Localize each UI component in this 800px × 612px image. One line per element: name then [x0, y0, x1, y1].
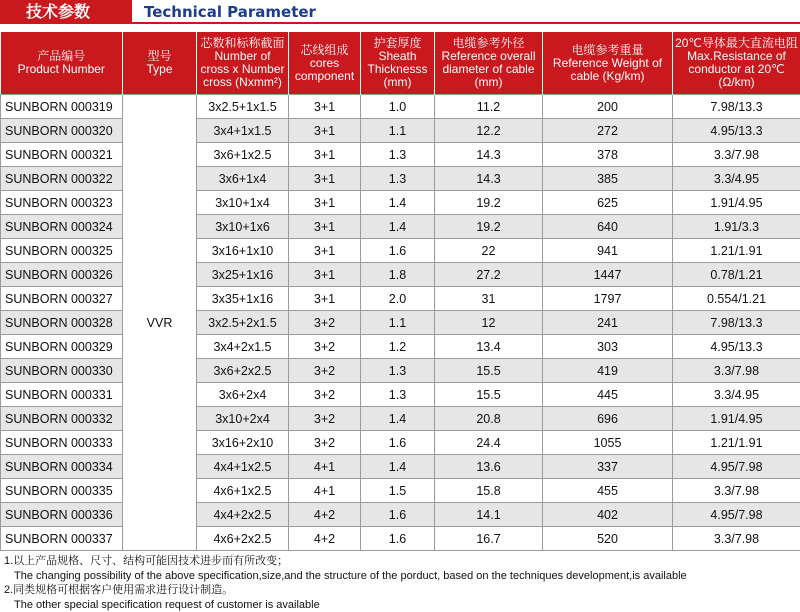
table-row [1, 287, 800, 311]
footnotes [0, 551, 800, 612]
cell-product: SUNBORN 000333 [1, 431, 123, 455]
col-header-cross: 芯数和标称截面 Number of cross x Number cross (Nxmm²) [197, 32, 289, 95]
cell-diameter: 19.2 [435, 215, 543, 239]
cell-sheath: 1.6 [361, 503, 435, 527]
cell-diameter: 15.8 [435, 479, 543, 503]
cell-cores: 3+1 [289, 143, 361, 167]
cell-sheath: 1.3 [361, 383, 435, 407]
cell-resistance: 4.95/13.3 [673, 335, 800, 359]
cell-cross: 4x6+1x2.5 [197, 479, 289, 503]
cell-resistance: 7.98/13.3 [673, 95, 800, 119]
col-header-resistance: 20℃导体最大直流电阻 Max.Resistance of conductor at 20℃ (Ω/km) [673, 32, 800, 95]
cell-weight: 445 [543, 383, 673, 407]
cell-sheath: 1.4 [361, 215, 435, 239]
cell-cores: 3+1 [289, 119, 361, 143]
cell-cores: 3+1 [289, 167, 361, 191]
table-row [1, 95, 800, 119]
cell-product: SUNBORN 000326 [1, 263, 123, 287]
cell-diameter: 13.6 [435, 455, 543, 479]
cell-weight: 419 [543, 359, 673, 383]
cell-diameter: 20.8 [435, 407, 543, 431]
cell-cores: 3+2 [289, 335, 361, 359]
cell-resistance: 4.95/13.3 [673, 119, 800, 143]
cell-sheath: 1.3 [361, 359, 435, 383]
cell-cores: 3+1 [289, 215, 361, 239]
cell-cross: 3x2.5+2x1.5 [197, 311, 289, 335]
cell-sheath: 1.3 [361, 143, 435, 167]
table-row [1, 311, 800, 335]
cell-cores: 4+2 [289, 527, 361, 551]
spec-table [0, 32, 800, 551]
cell-cross: 3x25+1x16 [197, 263, 289, 287]
cell-sheath: 1.5 [361, 479, 435, 503]
note-2-cn: 2.同类规格可根据客户使用需求进行设计制造。 [4, 583, 800, 598]
cell-weight: 1055 [543, 431, 673, 455]
table-row [1, 167, 800, 191]
cell-sheath: 1.4 [361, 407, 435, 431]
cell-cross: 3x6+1x2.5 [197, 143, 289, 167]
table-row [1, 335, 800, 359]
cell-weight: 272 [543, 119, 673, 143]
cell-cores: 3+2 [289, 431, 361, 455]
cell-cross: 3x4+1x1.5 [197, 119, 289, 143]
table-row [1, 263, 800, 287]
cell-weight: 696 [543, 407, 673, 431]
cell-cross: 4x6+2x2.5 [197, 527, 289, 551]
table-row [1, 143, 800, 167]
cell-sheath: 1.4 [361, 191, 435, 215]
cell-resistance: 1.21/1.91 [673, 431, 800, 455]
table-body [1, 95, 800, 551]
cell-resistance: 3.3/7.98 [673, 479, 800, 503]
cell-sheath: 1.1 [361, 119, 435, 143]
cell-weight: 640 [543, 215, 673, 239]
cell-diameter: 12 [435, 311, 543, 335]
cell-resistance: 0.78/1.21 [673, 263, 800, 287]
cell-sheath: 1.4 [361, 455, 435, 479]
table-row [1, 359, 800, 383]
cell-weight: 625 [543, 191, 673, 215]
cell-diameter: 12.2 [435, 119, 543, 143]
table-row [1, 383, 800, 407]
cell-diameter: 15.5 [435, 359, 543, 383]
cell-weight: 1797 [543, 287, 673, 311]
table-header-row [1, 32, 800, 95]
cell-diameter: 22 [435, 239, 543, 263]
cell-diameter: 24.4 [435, 431, 543, 455]
cell-resistance: 3.3/4.95 [673, 383, 800, 407]
section-title-en: Technical Parameter [144, 3, 316, 21]
cell-product: SUNBORN 000328 [1, 311, 123, 335]
cell-cross: 4x4+2x2.5 [197, 503, 289, 527]
cell-cores: 3+1 [289, 191, 361, 215]
table-row [1, 431, 800, 455]
cell-cores: 3+1 [289, 95, 361, 119]
section-header [0, 0, 800, 32]
cell-product: SUNBORN 000324 [1, 215, 123, 239]
cell-weight: 303 [543, 335, 673, 359]
cell-resistance: 4.95/7.98 [673, 455, 800, 479]
cell-cores: 3+1 [289, 287, 361, 311]
cell-weight: 385 [543, 167, 673, 191]
cell-cores: 4+1 [289, 455, 361, 479]
cell-sheath: 1.2 [361, 335, 435, 359]
cell-weight: 337 [543, 455, 673, 479]
cell-resistance: 3.3/7.98 [673, 143, 800, 167]
cell-resistance: 4.95/7.98 [673, 503, 800, 527]
cell-product: SUNBORN 000331 [1, 383, 123, 407]
cell-product: SUNBORN 000332 [1, 407, 123, 431]
cell-product: SUNBORN 000334 [1, 455, 123, 479]
cell-weight: 200 [543, 95, 673, 119]
cell-sheath: 1.1 [361, 311, 435, 335]
table-row [1, 215, 800, 239]
table-row [1, 479, 800, 503]
cell-cores: 3+2 [289, 359, 361, 383]
cell-sheath: 2.0 [361, 287, 435, 311]
table-row [1, 239, 800, 263]
cell-cross: 3x6+2x4 [197, 383, 289, 407]
cell-cross: 3x6+2x2.5 [197, 359, 289, 383]
cell-cross: 3x16+1x10 [197, 239, 289, 263]
cell-sheath: 1.6 [361, 239, 435, 263]
cell-diameter: 15.5 [435, 383, 543, 407]
cell-weight: 241 [543, 311, 673, 335]
cell-sheath: 1.6 [361, 431, 435, 455]
col-header-type: 型号 Type [123, 32, 197, 95]
cell-product: SUNBORN 000321 [1, 143, 123, 167]
note-1-en: The changing possibility of the above specification,size,and the structure of the porduct, based on the techniques development,is available [4, 569, 800, 584]
cell-sheath: 1.0 [361, 95, 435, 119]
section-title-cn: 技术参数 [0, 0, 132, 24]
cell-product: SUNBORN 000327 [1, 287, 123, 311]
col-header-weight: 电缆参考重量 Reference Weight of cable (Kg/km) [543, 32, 673, 95]
cell-resistance: 1.21/1.91 [673, 239, 800, 263]
cell-product: SUNBORN 000337 [1, 527, 123, 551]
note-1-cn: 1.以上产品规格、尺寸、结构可能因技术进步而有所改变； [4, 554, 800, 569]
cell-weight: 402 [543, 503, 673, 527]
col-header-cores: 芯线组成 cores component [289, 32, 361, 95]
cell-sheath: 1.3 [361, 167, 435, 191]
cell-cores: 3+1 [289, 263, 361, 287]
cell-weight: 941 [543, 239, 673, 263]
cell-resistance: 1.91/4.95 [673, 407, 800, 431]
cell-cores: 4+1 [289, 479, 361, 503]
cell-sheath: 1.6 [361, 527, 435, 551]
cell-resistance: 3.3/7.98 [673, 527, 800, 551]
cell-weight: 455 [543, 479, 673, 503]
cell-resistance: 1.91/4.95 [673, 191, 800, 215]
cell-sheath: 1.8 [361, 263, 435, 287]
cell-diameter: 14.3 [435, 167, 543, 191]
cell-diameter: 16.7 [435, 527, 543, 551]
cell-product: SUNBORN 000323 [1, 191, 123, 215]
cell-cross: 3x10+1x6 [197, 215, 289, 239]
cell-product: SUNBORN 000330 [1, 359, 123, 383]
col-header-diameter: 电缆参考外径 Reference overall diameter of cable (mm) [435, 32, 543, 95]
table-row [1, 119, 800, 143]
cell-cross: 3x10+2x4 [197, 407, 289, 431]
table-row [1, 407, 800, 431]
cell-diameter: 14.3 [435, 143, 543, 167]
col-header-sheath: 护套厚度 Sheath Thicknesss (mm) [361, 32, 435, 95]
cell-cross: 4x4+1x2.5 [197, 455, 289, 479]
cell-product: SUNBORN 000336 [1, 503, 123, 527]
header-divider [0, 22, 800, 24]
cell-diameter: 14.1 [435, 503, 543, 527]
cell-diameter: 13.4 [435, 335, 543, 359]
cell-resistance: 3.3/4.95 [673, 167, 800, 191]
cell-diameter: 19.2 [435, 191, 543, 215]
cell-type: VVR [123, 95, 197, 551]
cell-resistance: 0.554/1.21 [673, 287, 800, 311]
cell-weight: 520 [543, 527, 673, 551]
table-row [1, 527, 800, 551]
cell-product: SUNBORN 000319 [1, 95, 123, 119]
cell-cores: 3+2 [289, 311, 361, 335]
cell-cross: 3x2.5+1x1.5 [197, 95, 289, 119]
cell-cross: 3x6+1x4 [197, 167, 289, 191]
cell-cross: 3x4+2x1.5 [197, 335, 289, 359]
cell-product: SUNBORN 000335 [1, 479, 123, 503]
cell-weight: 378 [543, 143, 673, 167]
cell-cross: 3x35+1x16 [197, 287, 289, 311]
cell-resistance: 1.91/3.3 [673, 215, 800, 239]
cell-diameter: 31 [435, 287, 543, 311]
cell-diameter: 11.2 [435, 95, 543, 119]
cell-resistance: 3.3/7.98 [673, 359, 800, 383]
cell-product: SUNBORN 000325 [1, 239, 123, 263]
cell-product: SUNBORN 000320 [1, 119, 123, 143]
table-row [1, 503, 800, 527]
cell-cores: 3+2 [289, 407, 361, 431]
cell-resistance: 7.98/13.3 [673, 311, 800, 335]
cell-cores: 4+2 [289, 503, 361, 527]
cell-cross: 3x16+2x10 [197, 431, 289, 455]
col-header-product: 产品编号 Product Number [1, 32, 123, 95]
cell-product: SUNBORN 000322 [1, 167, 123, 191]
cell-cores: 3+1 [289, 239, 361, 263]
table-row [1, 455, 800, 479]
table-row [1, 191, 800, 215]
cell-cross: 3x10+1x4 [197, 191, 289, 215]
cell-product: SUNBORN 000329 [1, 335, 123, 359]
cell-cores: 3+2 [289, 383, 361, 407]
cell-diameter: 27.2 [435, 263, 543, 287]
cell-weight: 1447 [543, 263, 673, 287]
note-2-en: The other special specification request of customer is available [4, 598, 800, 612]
